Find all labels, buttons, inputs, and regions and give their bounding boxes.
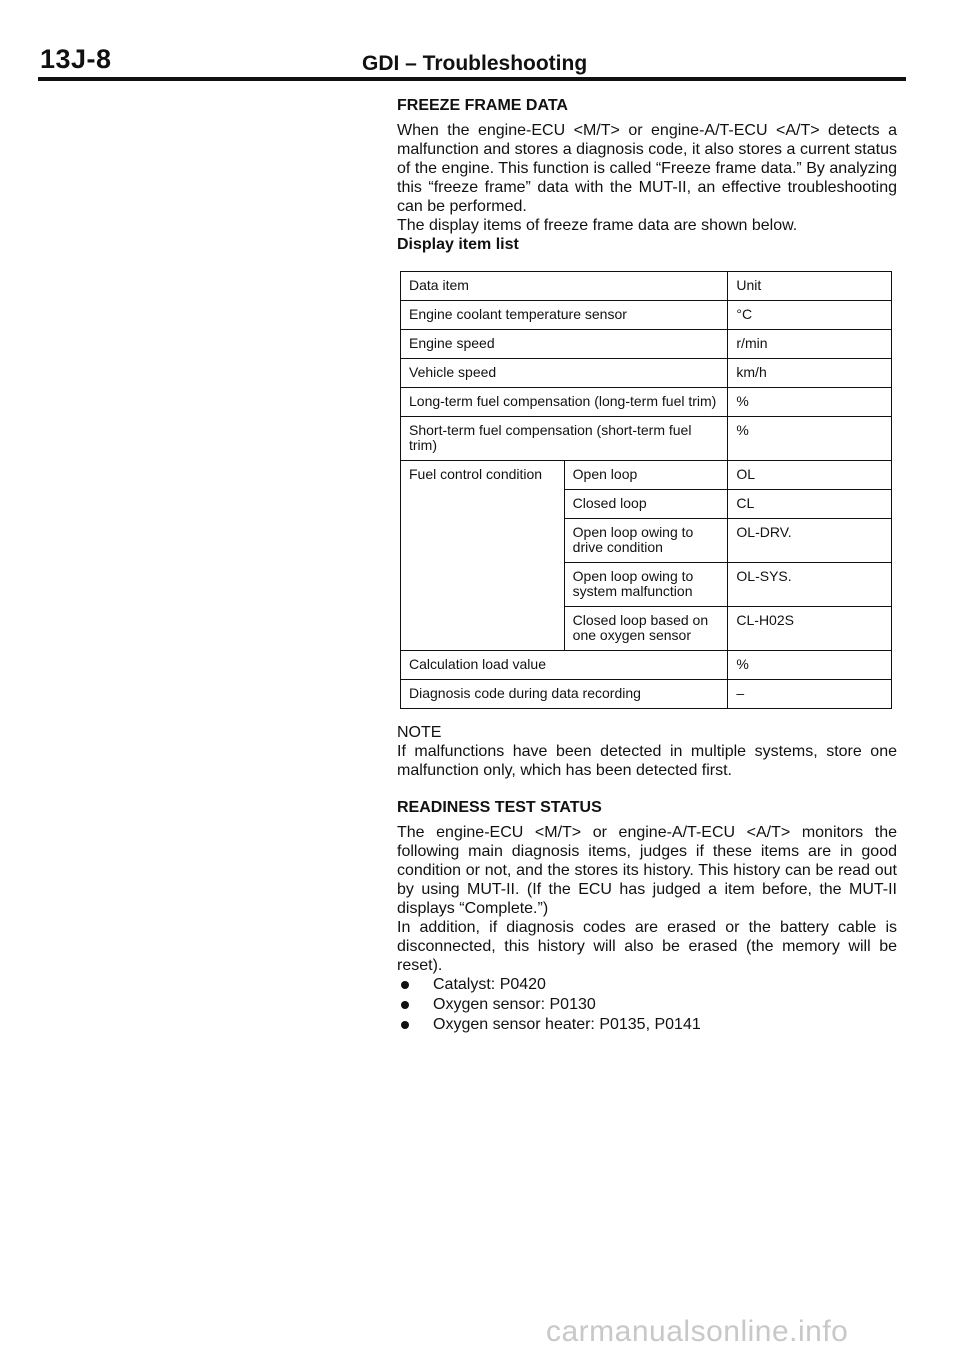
monitored-items-list	[397, 975, 897, 1035]
table-cell-item: Long-term fuel compensation (long-term fuel trim)	[401, 388, 728, 417]
table-cell-unit: –	[728, 680, 892, 709]
display-item-list-title: Display item list	[397, 236, 519, 253]
table-row	[401, 301, 892, 330]
readiness-heading: READINESS TEST STATUS	[397, 799, 602, 816]
table-row	[401, 417, 892, 461]
table-cell-item: Calculation load value	[401, 651, 728, 680]
table-cell-unit: %	[728, 651, 892, 680]
note-text: If malfunctions have been detected in multiple systems, store one malfunction only, which has been detected first.	[397, 743, 897, 779]
table-cell-condition: Closed loop	[564, 490, 728, 519]
table-row	[401, 359, 892, 388]
freeze-frame-paragraph: When the engine-ECU <M/T> or engine-A/T-ECU <A/T> detects a malfunction and stores a diagnosis code, it also stores a current status of the engine. This function is called “Freeze frame data.” By analyzing this “freeze frame” data with the MUT-II, an effective troubleshooting can be performed.	[397, 122, 897, 215]
table-row	[401, 680, 892, 709]
table-cell-item: Diagnosis code during data recording	[401, 680, 728, 709]
header-rule	[38, 77, 906, 81]
table-row	[401, 651, 892, 680]
table-cell-unit: CL	[728, 490, 892, 519]
readiness-paragraph: The engine-ECU <M/T> or engine-A/T-ECU <A/T> monitors the following main diagnosis items, judges if these items are in good condition or not, and the stores its history. This history can be read out by using MUT-II. (If the ECU has judged a item before, the MUT-II displays “Complete.”)	[397, 824, 897, 917]
table-cell-condition: Closed loop based on one oxygen sensor	[564, 607, 728, 651]
table-cell-condition: Open loop owing to system malfunction	[564, 563, 728, 607]
table-cell-unit: OL-SYS.	[728, 563, 892, 607]
table-cell-unit: OL-DRV.	[728, 519, 892, 563]
table-header-unit: Unit	[728, 272, 892, 301]
table-cell-unit: r/min	[728, 330, 892, 359]
table-cell-unit: km/h	[728, 359, 892, 388]
table-cell-unit: %	[728, 417, 892, 461]
table-cell-item: Engine coolant temperature sensor	[401, 301, 728, 330]
table-cell-condition: Open loop owing to drive condition	[564, 519, 728, 563]
table-row	[401, 330, 892, 359]
list-item: Catalyst: P0420	[397, 975, 897, 995]
page-header-title: GDI – Troubleshooting	[362, 52, 588, 75]
freeze-frame-heading: FREEZE FRAME DATA	[397, 97, 568, 114]
table-cell-unit: %	[728, 388, 892, 417]
watermark-text: carmanualsonline.info	[546, 1315, 849, 1348]
table-cell-condition: Open loop	[564, 461, 728, 490]
list-item: Oxygen sensor heater: P0135, P0141	[397, 1015, 897, 1035]
readiness-section	[397, 798, 897, 1035]
table-cell-item: Engine speed	[401, 330, 728, 359]
page-number: 13J-8	[40, 44, 112, 74]
table-cell-unit: CL-H02S	[728, 607, 892, 651]
note-label: NOTE	[397, 724, 442, 741]
list-item: Oxygen sensor: P0130	[397, 995, 897, 1015]
readiness-paragraph-reset: In addition, if diagnosis codes are erased or the battery cable is disconnected, this history will also be erased (the memory will be reset).	[397, 919, 897, 974]
table-row	[401, 461, 892, 490]
fuel-control-condition-label: Fuel control condition	[401, 461, 565, 651]
table-cell-item: Short-term fuel compensation (short-term fuel trim)	[401, 417, 728, 461]
display-item-table	[400, 271, 892, 709]
note-block	[397, 723, 897, 780]
freeze-frame-intro: The display items of freeze frame data are shown below.	[397, 217, 798, 234]
table-cell-unit: OL	[728, 461, 892, 490]
table-header-item: Data item	[401, 272, 728, 301]
main-content	[397, 96, 897, 1035]
table-header-row	[401, 272, 892, 301]
table-row	[401, 388, 892, 417]
table-cell-item: Vehicle speed	[401, 359, 728, 388]
table-cell-unit: °C	[728, 301, 892, 330]
